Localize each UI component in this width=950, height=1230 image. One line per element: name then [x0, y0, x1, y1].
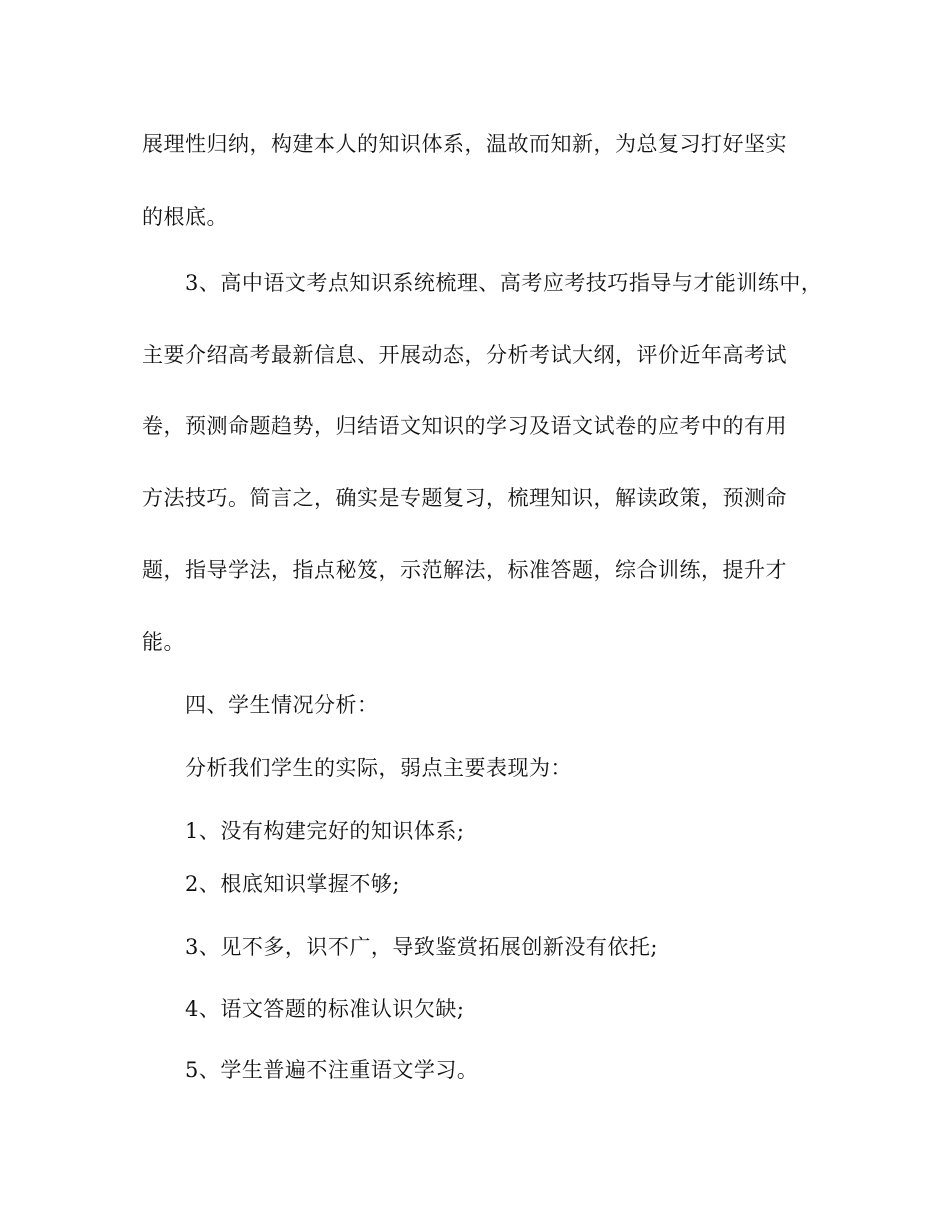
text-line: 的根底。 [142, 205, 228, 229]
text-line: 能。 [142, 630, 185, 654]
text-line: 主要介绍高考最新信息、开展动态，分析考试大纲，评价近年高考试 [142, 343, 787, 367]
list-item: 1、没有构建完好的知识体系; [185, 819, 465, 843]
text-line: 分析我们学生的实际，弱点主要表现为： [185, 756, 572, 780]
list-item: 5、学生普遍不注重语文学习。 [185, 1058, 479, 1082]
text-line: 题，指导学法，指点秘笈，示范解法，标准答题，综合训练，提升才 [142, 558, 787, 582]
text-line: 3、高中语文考点知识系统梳理、高考应考技巧指导与才能训练中， [185, 271, 823, 295]
list-item: 2、根底知识掌握不够; [185, 872, 400, 896]
text-line: 展理性归纳，构建本人的知识体系，温故而知新，为总复习打好坚实 [142, 132, 787, 156]
list-item: 3、见不多，识不广，导致鉴赏拓展创新没有依托; [185, 935, 658, 959]
text-line: 方法技巧。简言之，确实是专题复习，梳理知识，解读政策，预测命 [142, 486, 787, 510]
list-item: 4、语文答题的标准认识欠缺; [185, 997, 465, 1021]
section-heading: 四、学生情况分析： [185, 693, 379, 717]
text-line: 卷，预测命题趋势，归结语文知识的学习及语文试卷的应考中的有用 [142, 414, 787, 438]
